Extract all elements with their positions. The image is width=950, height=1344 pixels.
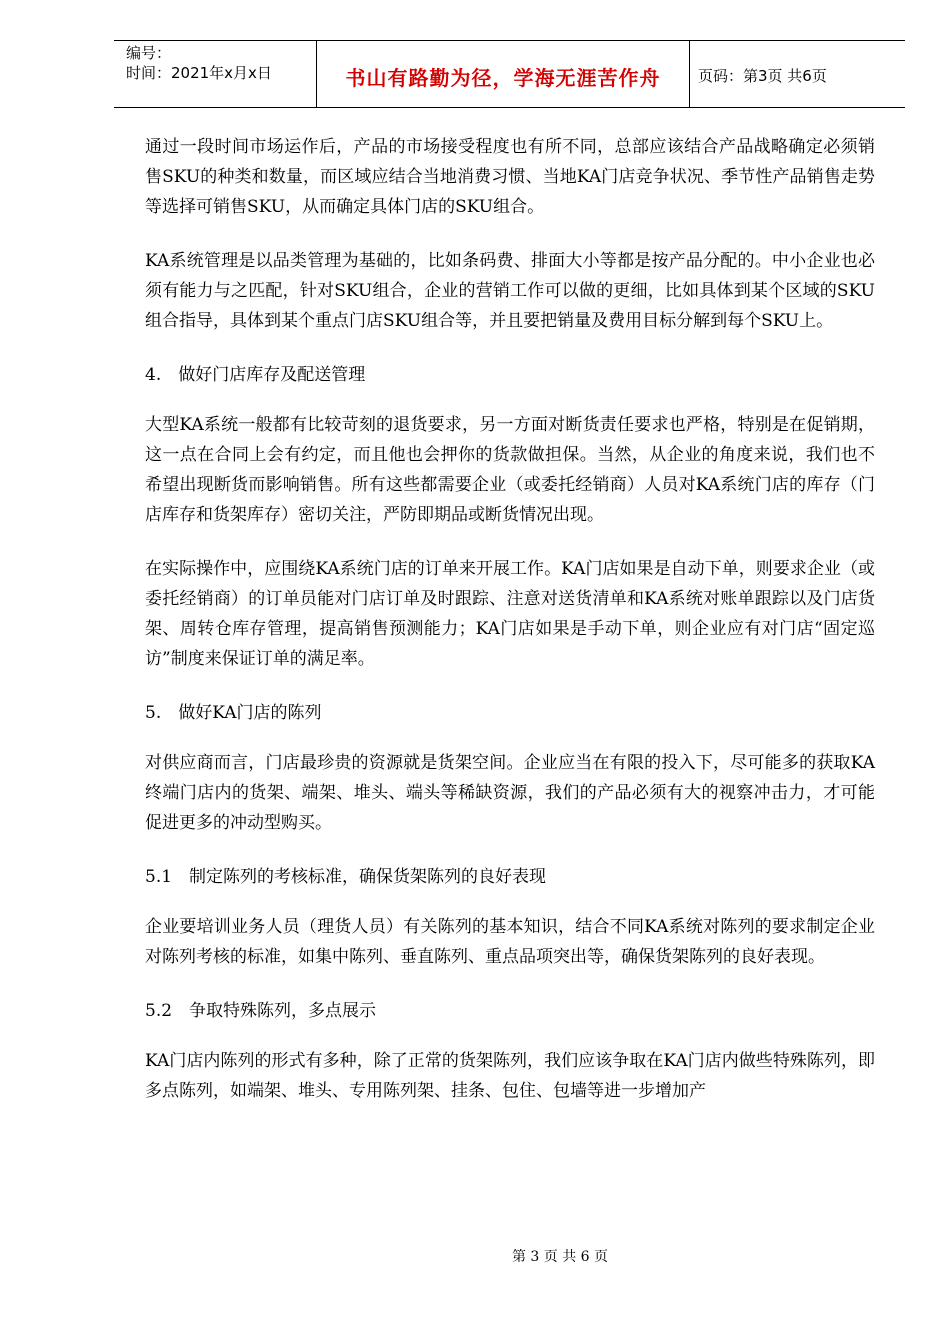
paragraph: 大型KA系统一般都有比较苛刻的退货要求，另一方面对断货责任要求也严格，特别是在促销期，这一点在合同上会有约定，而且他也会押你的货款做担保。当然，从企业的角度来说，我们也不希望出现断货而影响销售。所有这些都需要企业（或委托经销商）人员对KA系统门店的库存（门店库存和货架库存）密切关注，严防即期品或断货情况出现。 [145, 415, 875, 525]
paragraph: KA系统管理是以品类管理为基础的，比如条码费、排面大小等都是按产品分配的。中小企业也必须有能力与之匹配，针对SKU组合，企业的营销工作可以做的更细，比如具体到某个区域的SKU组合指导，具体到某个重点门店SKU组合等，并且要把销量及费用目标分解到每个SKU上。 [145, 251, 875, 331]
paragraph: KA门店内陈列的形式有多种，除了正常的货架陈列，我们应该争取在KA门店内做些特殊陈列，即多点陈列，如端架、堆头、专用陈列架、挂条、包住、包墙等进一步增加产 [145, 1051, 875, 1101]
subsection-heading: 5.1 制定陈列的考核标准，确保货架陈列的良好表现 [145, 867, 547, 887]
document-date: 时间：2021年x月x日 [126, 64, 272, 82]
document-body [145, 132, 875, 1130]
header-page-cell [690, 41, 905, 107]
section-heading: 4. 做好门店库存及配送管理 [145, 365, 366, 385]
paragraph: 在实际操作中，应围绕KA系统门店的订单来开展工作。KA门店如果是自动下单，则要求企业（或委托经销商）的订单员能对门店订单及时跟踪、注意对送货清单和KA系统对账单跟踪以及门店货架、周转仓库存管理，提高销售预测能力；KA门店如果是手动下单，则企业应有对门店“固定巡访”制度来保证订单的满足率。 [145, 559, 875, 669]
paragraph: 企业要培训业务人员（理货人员）有关陈列的基本知识，结合不同KA系统对陈列的要求制定企业对陈列考核的标准，如集中陈列、垂直陈列、重点品项突出等，确保货架陈列的良好表现。 [145, 917, 875, 967]
section-heading: 5. 做好KA门店的陈列 [145, 703, 322, 723]
paragraph: 对供应商而言，门店最珍贵的资源就是货架空间。企业应当在有限的投入下，尽可能多的获取KA终端门店内的货架、端架、堆头、端头等稀缺资源，我们的产品必须有大的视察冲击力，才可能促进更多的冲动型购买。 [145, 753, 875, 833]
motto: 书山有路勤为径，学海无涯苦作舟 [345, 66, 661, 90]
page-footer: 第 3 页 共 6 页 [511, 1249, 609, 1265]
header-info [114, 41, 316, 107]
subsection-heading: 5.2 争取特殊陈列，多点展示 [145, 1001, 377, 1021]
page-header [114, 40, 905, 108]
header-page-number: 页码：第3页 共6页 [698, 67, 827, 85]
header-motto-cell [316, 41, 690, 107]
document-number: 编号： [126, 44, 172, 62]
paragraph: 通过一段时间市场运作后，产品的市场接受程度也有所不同，总部应该结合产品战略确定必须销售SKU的种类和数量，而区域应结合当地消费习惯、当地KA门店竞争状况、季节性产品销售走势等选择可销售SKU，从而确定具体门店的SKU组合。 [145, 137, 875, 217]
